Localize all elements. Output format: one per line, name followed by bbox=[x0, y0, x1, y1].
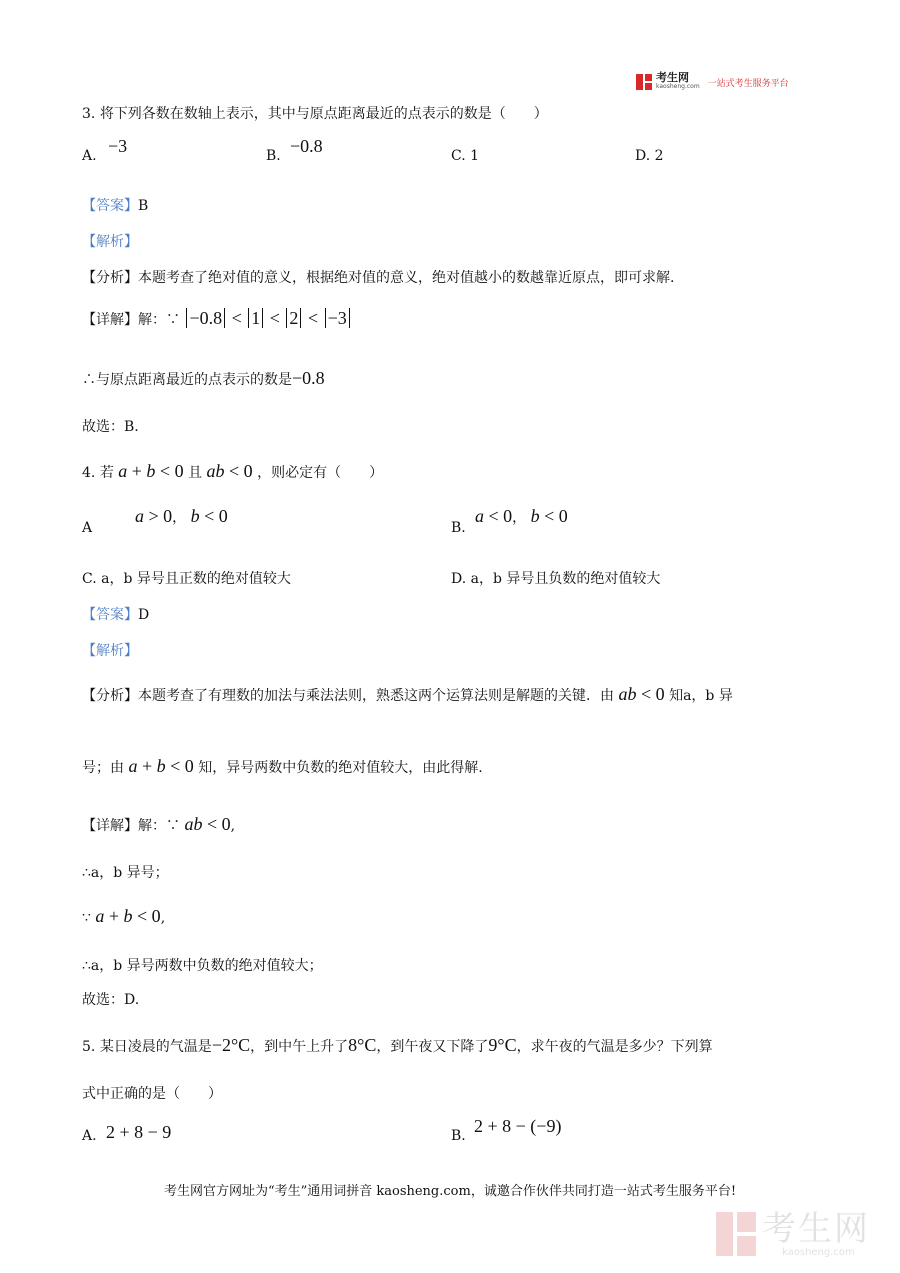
logo-slogan: 一站式考生服务平台 bbox=[707, 78, 789, 89]
q5-option-b-label: B. bbox=[451, 1128, 466, 1144]
q4-option-d: D. a，b 异号且负数的绝对值较大 bbox=[451, 571, 661, 587]
q4-step1: ∴a，b 异号； bbox=[82, 865, 169, 881]
q3-stem: 3. 将下列各数在数轴上表示，其中与原点距离最近的点表示的数是（ ） bbox=[82, 106, 548, 122]
q4-detail: 【详解】解：∵ ab < 0, bbox=[82, 814, 236, 834]
q5-option-b-value: 2 + 8 − (−9) bbox=[474, 1116, 562, 1136]
q5-stem-line2: 式中正确的是（ ） bbox=[82, 1086, 222, 1102]
q4-fenxi-line1: 【分析】本题考查了有理数的加法与乘法法则，熟悉这两个运算法则是解题的关键．由 ab < 0 知a，b 异 bbox=[82, 684, 733, 704]
q4-option-b-label: B. bbox=[451, 520, 466, 536]
q3-therefore: ∴与原点距离最近的点表示的数是−0.8 bbox=[82, 368, 325, 388]
q5-option-a-value: 2 + 8 − 9 bbox=[106, 1122, 172, 1142]
logo-name: 考生网 bbox=[656, 71, 689, 84]
q4-answer: 【答案】D bbox=[82, 607, 150, 623]
q4-option-c: C. a，b 异号且正数的绝对值较大 bbox=[82, 571, 291, 587]
q4-step2: ∵ a + b < 0, bbox=[82, 906, 166, 926]
q3-option-c: C. 1 bbox=[451, 148, 480, 164]
q4-stem: 4. 若 a + b < 0 且 ab < 0 ，则必定有（ ） bbox=[82, 461, 384, 481]
q4-option-b-value: a < 0， b < 0 bbox=[475, 506, 568, 526]
watermark-icon bbox=[716, 1212, 756, 1256]
q5-stem-line1: 5. 某日凌晨的气温是−2°C，到中午上升了8°C，到午夜又下降了9°C，求午夜的气温是多少？下列算 bbox=[82, 1035, 713, 1055]
q3-answer: 【答案】B bbox=[82, 198, 149, 214]
watermark-url: kaosheng.com bbox=[782, 1246, 855, 1258]
header-logo bbox=[636, 72, 789, 92]
q3-analysis-tag: 【解析】 bbox=[82, 234, 138, 250]
q3-option-b: B. bbox=[266, 148, 281, 164]
watermark-name: 考生网 bbox=[762, 1208, 870, 1249]
q3-option-b-value: −0.8 bbox=[290, 136, 323, 156]
q3-detail: 【详解】解：∵ −0.8 < 1 < 2 < −3 bbox=[82, 308, 352, 329]
q3-option-d: D. 2 bbox=[635, 148, 664, 164]
q4-step3: ∴a，b 异号两数中负数的绝对值较大； bbox=[82, 958, 323, 974]
q3-option-a: A. bbox=[82, 148, 97, 164]
logo-icon bbox=[636, 74, 652, 90]
footer-text: 考生网官方网址为“考生”通用词拼音 kaosheng.com，诚邀合作伙伴共同打造一站式考生服务平台! bbox=[163, 1184, 737, 1199]
logo-url: kaosheng.com bbox=[656, 83, 700, 90]
q4-option-a-value: a > 0， b < 0 bbox=[135, 506, 228, 526]
q3-fenxi: 【分析】本题考查了绝对值的意义，根据绝对值的意义，绝对值越小的数越靠近原点，即可求解. bbox=[82, 270, 675, 286]
q4-fenxi-line2: 号；由 a + b < 0 知，异号两数中负数的绝对值较大，由此得解. bbox=[82, 756, 483, 776]
watermark-logo bbox=[716, 1208, 896, 1260]
q5-option-a-label: A. bbox=[82, 1128, 97, 1144]
q4-option-a-label: A bbox=[82, 520, 93, 536]
q3-choose: 故选：B. bbox=[82, 419, 139, 435]
q4-analysis-tag: 【解析】 bbox=[82, 643, 138, 659]
q4-choose: 故选：D. bbox=[82, 992, 140, 1008]
q3-option-a-value: −3 bbox=[108, 136, 128, 156]
